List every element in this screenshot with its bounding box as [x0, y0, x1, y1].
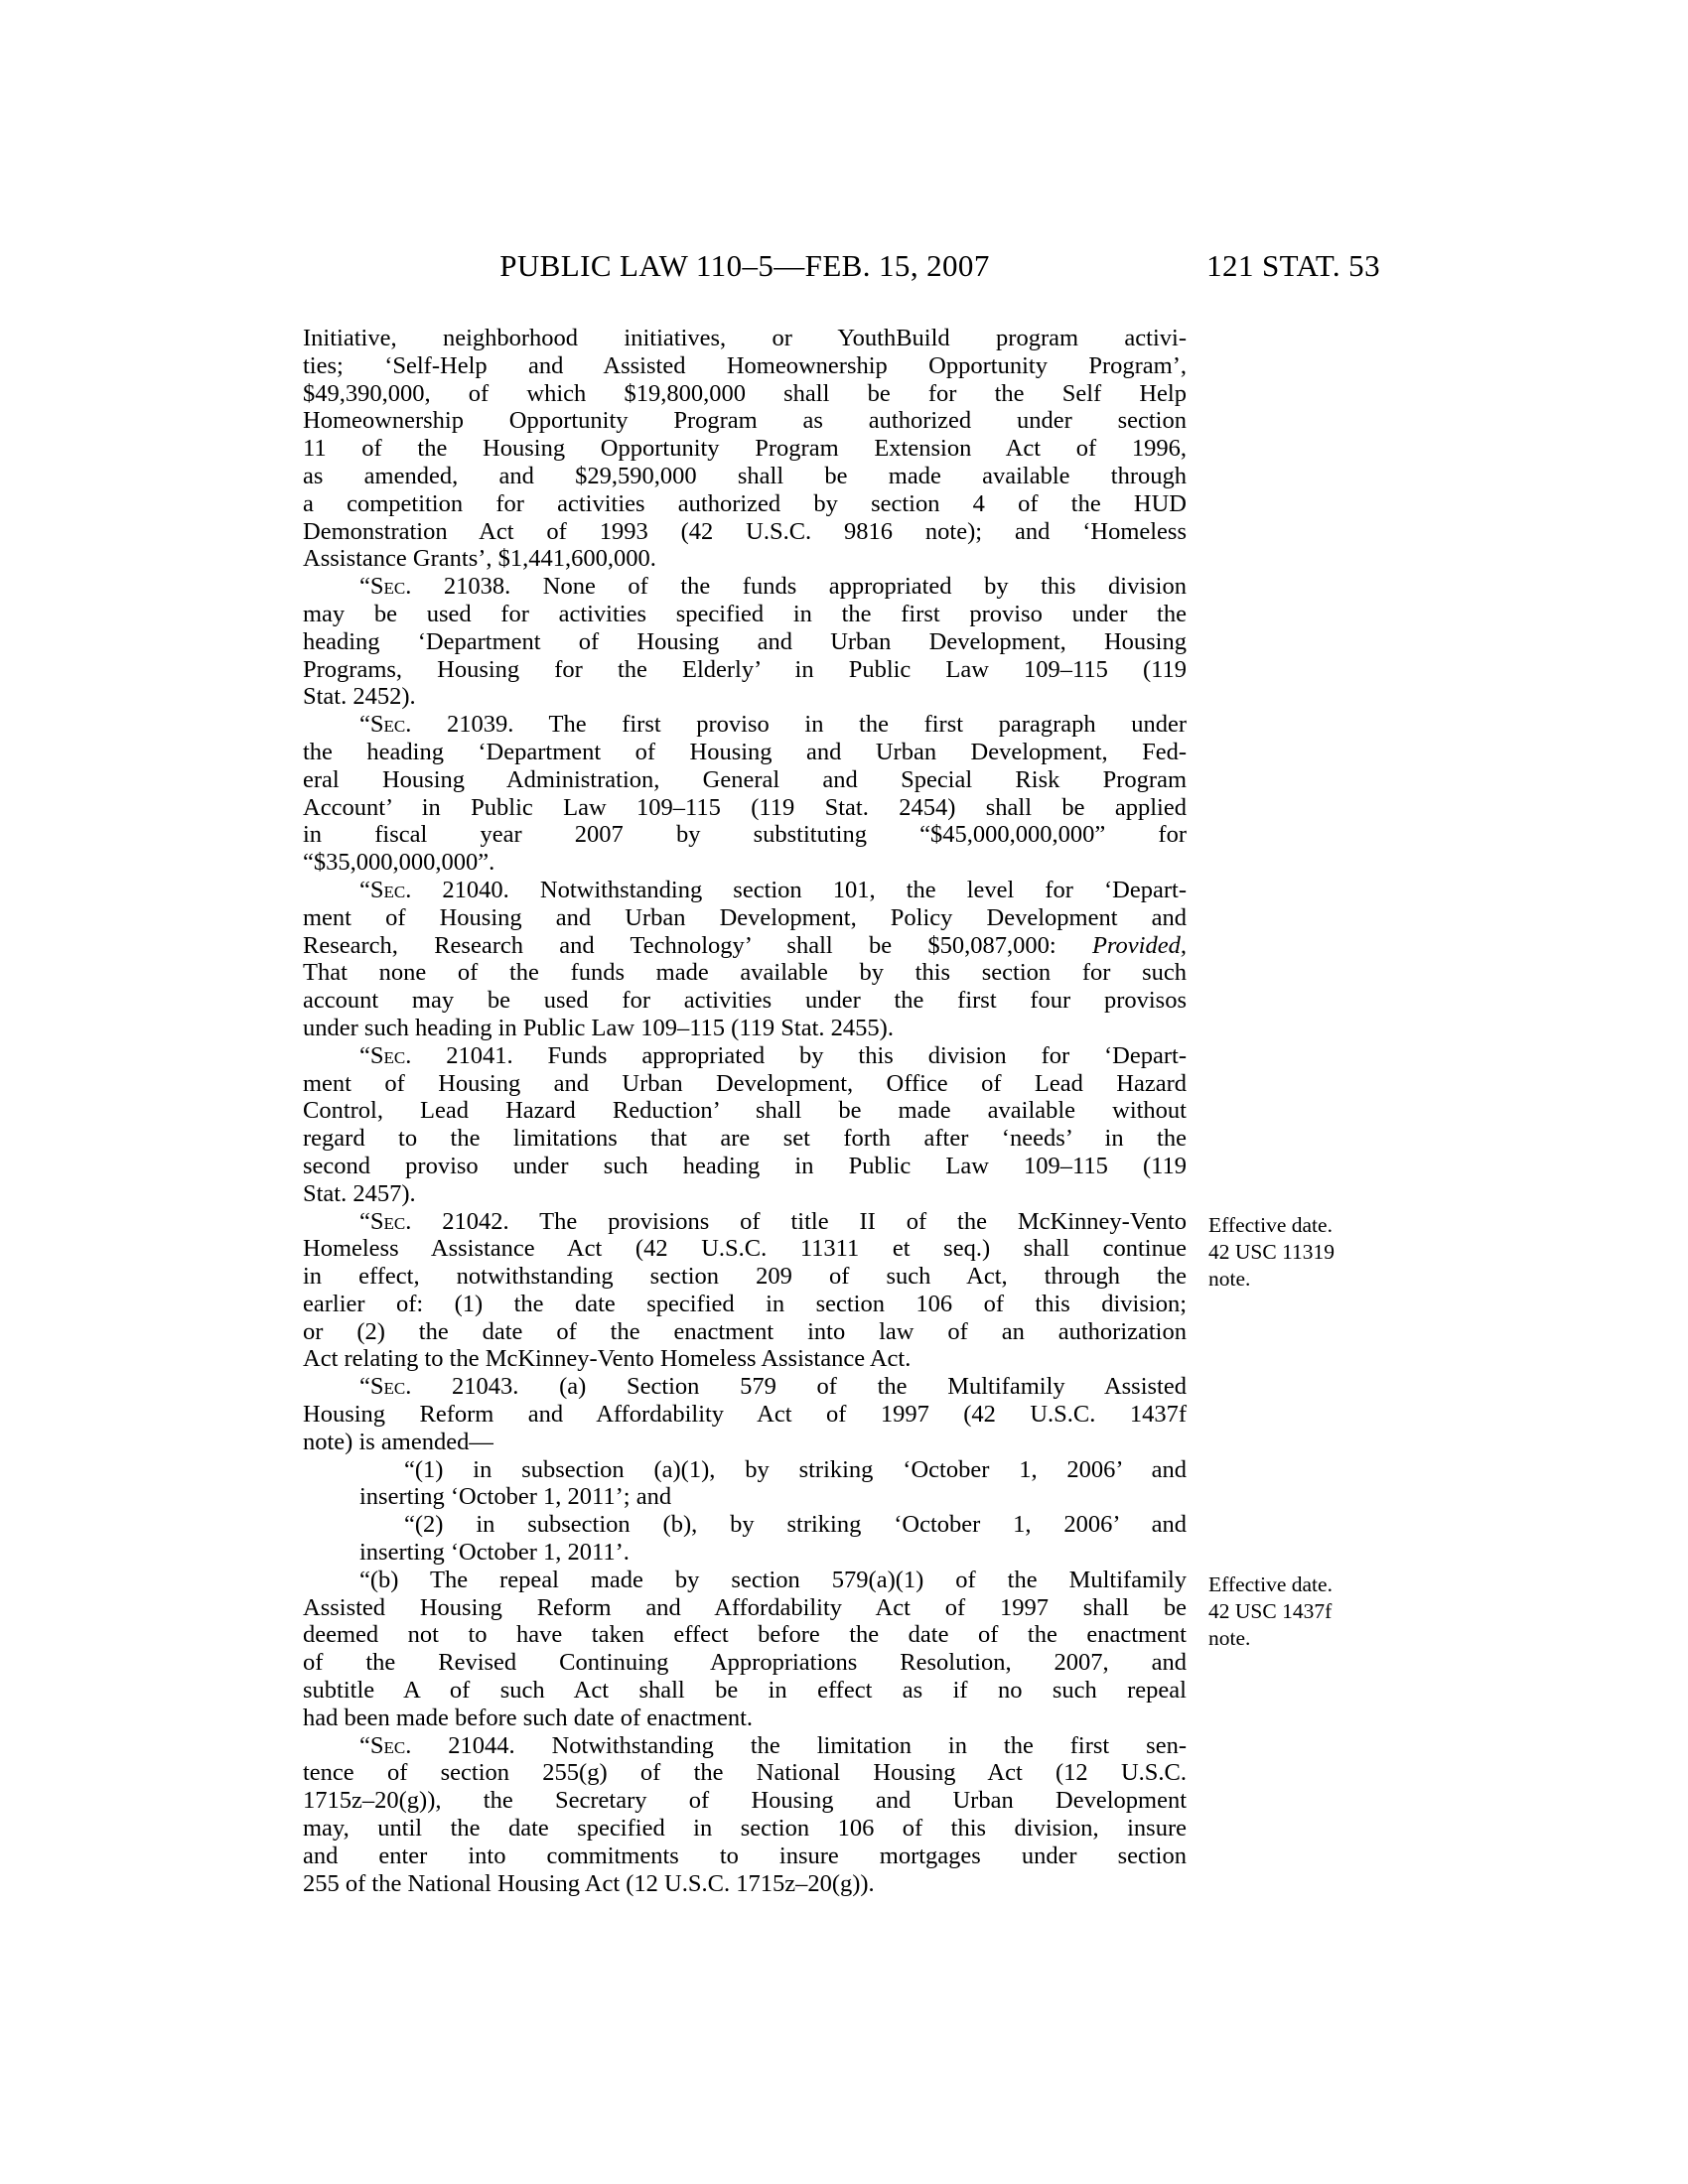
statute-paragraph: [303, 1732, 1187, 1898]
margin-note-line: Effective date.: [1208, 1572, 1333, 1596]
statute-line: Homeless Assistance Act (42 U.S.C. 11311 et seq.) shall continue: [303, 1235, 1187, 1263]
statute-line: Programs, Housing for the Elderly’ in Public Law 109–115 (119: [303, 655, 1187, 683]
statute-paragraph: [303, 325, 1187, 573]
statute-line: 255 of the National Housing Act (12 U.S.C. 1715z–20(g)).: [303, 1869, 875, 1897]
statute-line: That none of the funds made available by this section for such: [303, 959, 1187, 987]
statute-paragraph: [303, 711, 1187, 877]
statute-line: tence of section 255(g) of the National Housing Act (12 U.S.C.: [303, 1759, 1187, 1787]
statute-line: “Sec. 21042. The provisions of title II of the McKinney-Vento: [359, 1207, 1187, 1235]
statute-line: note) is amended—: [303, 1428, 493, 1455]
margin-note-line: Effective date.: [1208, 1213, 1333, 1237]
statute-line: 11 of the Housing Opportunity Program Extension Act of 1996,: [303, 435, 1187, 463]
margin-note: [1208, 1212, 1407, 1293]
statute-line: regard to the limitations that are set forth after ‘needs’ in the: [303, 1125, 1187, 1153]
statute-line: Account’ in Public Law 109–115 (119 Stat. 2454) shall be applied: [303, 793, 1187, 821]
statute-line: may, until the date specified in section 106 of this division, insure: [303, 1815, 1187, 1843]
statute-line: Initiative, neighborhood initiatives, or YouthBuild program activi-: [303, 325, 1187, 351]
statute-line: Housing Reform and Affordability Act of 1997 (42 U.S.C. 1437f: [303, 1401, 1187, 1429]
statute-line: of the Revised Continuing Appropriations Resolution, 2007, and: [303, 1649, 1187, 1677]
statute-line: had been made before such date of enactment.: [303, 1704, 754, 1731]
statute-line: Homeownership Opportunity Program as authorized under section: [303, 407, 1187, 435]
statute-line: in fiscal year 2007 by substituting “$45,000,000,000” for: [303, 821, 1187, 849]
statute-line: Assistance Grants’, $1,441,600,000.: [303, 545, 656, 573]
statute-line: earlier of: (1) the date specified in section 106 of this division;: [303, 1290, 1187, 1317]
statute-line: Demonstration Act of 1993 (42 U.S.C. 9816 note); and ‘Homeless: [303, 517, 1187, 545]
statute-paragraph: [303, 1511, 1187, 1567]
statute-paragraph: [303, 877, 1187, 1042]
statute-line: the heading ‘Department of Housing and Urban Development, Fed-: [303, 738, 1187, 765]
running-head: [303, 248, 1380, 288]
statute-line: account may be used for activities under the first four provisos: [303, 987, 1187, 1015]
statute-line: second proviso under such heading in Public Law 109–115 (119: [303, 1152, 1187, 1179]
statute-line: as amended, and $29,590,000 shall be made available through: [303, 462, 1187, 489]
statute-line: subtitle A of such Act shall be in effect as if no such repeal: [303, 1677, 1187, 1705]
statute-paragraph: [303, 1042, 1187, 1208]
statute-line: $49,390,000, of which $19,800,000 shall be for the Self Help: [303, 379, 1187, 407]
statute-line: ment of Housing and Urban Development, Office of Lead Hazard: [303, 1069, 1187, 1097]
statute-line: “(1) in subsection (a)(1), by striking ‘October 1, 2006’ and: [404, 1455, 1187, 1483]
statute-line: and enter into commitments to insure mortgages under section: [303, 1842, 1187, 1869]
margin-note-line: note.: [1208, 1626, 1251, 1650]
statute-line: a competition for activities authorized by section 4 of the HUD: [303, 489, 1187, 517]
statute-paragraph: [303, 1567, 1187, 1732]
statute-line: Assisted Housing Reform and Affordability Act of 1997 shall be: [303, 1593, 1187, 1621]
statute-line: ment of Housing and Urban Development, Policy Development and: [303, 903, 1187, 931]
statute-line: “Sec. 21040. Notwithstanding section 101, the level for ‘Depart-: [359, 876, 1187, 903]
statute-line: “(2) in subsection (b), by striking ‘October 1, 2006’ and: [404, 1511, 1187, 1539]
statute-paragraph: [303, 1456, 1187, 1512]
statute-line: “Sec. 21043. (a) Section 579 of the Multifamily Assisted: [359, 1373, 1187, 1401]
statute-line: or (2) the date of the enactment into law of an authorization: [303, 1317, 1187, 1345]
statute-line: “Sec. 21039. The first proviso in the first paragraph under: [359, 711, 1187, 739]
statute-line: heading ‘Department of Housing and Urban Development, Housing: [303, 627, 1187, 655]
margin-note-line: note.: [1208, 1267, 1251, 1291]
statute-line: inserting ‘October 1, 2011’.: [359, 1539, 630, 1567]
statute-line: “$35,000,000,000”.: [303, 849, 495, 877]
page-number: 121 STAT. 53: [1206, 248, 1380, 283]
margin-note: [1208, 1571, 1407, 1652]
page-header-title: PUBLIC LAW 110–5—FEB. 15, 2007: [499, 248, 990, 283]
statute-line: “(b) The repeal made by section 579(a)(1) of the Multifamily: [359, 1566, 1187, 1593]
statute-line: Stat. 2457).: [303, 1179, 416, 1207]
statute-line: Act relating to the McKinney-Vento Homeless Assistance Act.: [303, 1345, 912, 1373]
statute-paragraph: [303, 1373, 1187, 1455]
margin-note-line: 42 USC 11319: [1208, 1240, 1336, 1264]
statute-line: under such heading in Public Law 109–115 (119 Stat. 2455).: [303, 1014, 894, 1041]
statute-line: Stat. 2452).: [303, 683, 416, 711]
statute-line: Control, Lead Hazard Reduction’ shall be made available without: [303, 1097, 1187, 1125]
statute-line: may be used for activities specified in the first proviso under the: [303, 600, 1187, 627]
statute-line: eral Housing Administration, General and Special Risk Program: [303, 765, 1187, 793]
statute-line: “Sec. 21038. None of the funds appropriated by this division: [359, 573, 1187, 601]
statute-line: “Sec. 21041. Funds appropriated by this division for ‘Depart-: [359, 1041, 1187, 1069]
statute-paragraph: [303, 1208, 1187, 1374]
statute-line: deemed not to have taken effect before the date of the enactment: [303, 1621, 1187, 1649]
statute-line: inserting ‘October 1, 2011’; and: [359, 1483, 672, 1511]
statute-line: in effect, notwithstanding section 209 of such Act, through the: [303, 1263, 1187, 1291]
margin-note-line: 42 USC 1437f: [1208, 1599, 1333, 1623]
statute-line: Research, Research and Technology’ shall be $50,087,000: Provided,: [303, 931, 1187, 959]
statute-paragraph: [303, 573, 1187, 711]
statute-line: “Sec. 21044. Notwithstanding the limitation in the first sen-: [359, 1731, 1187, 1759]
statute-text: [303, 325, 1187, 1897]
statute-line: 1715z–20(g)), the Secretary of Housing and Urban Development: [303, 1787, 1187, 1815]
statute-line: ties; ‘Self-Help and Assisted Homeownership Opportunity Program’,: [303, 351, 1187, 379]
